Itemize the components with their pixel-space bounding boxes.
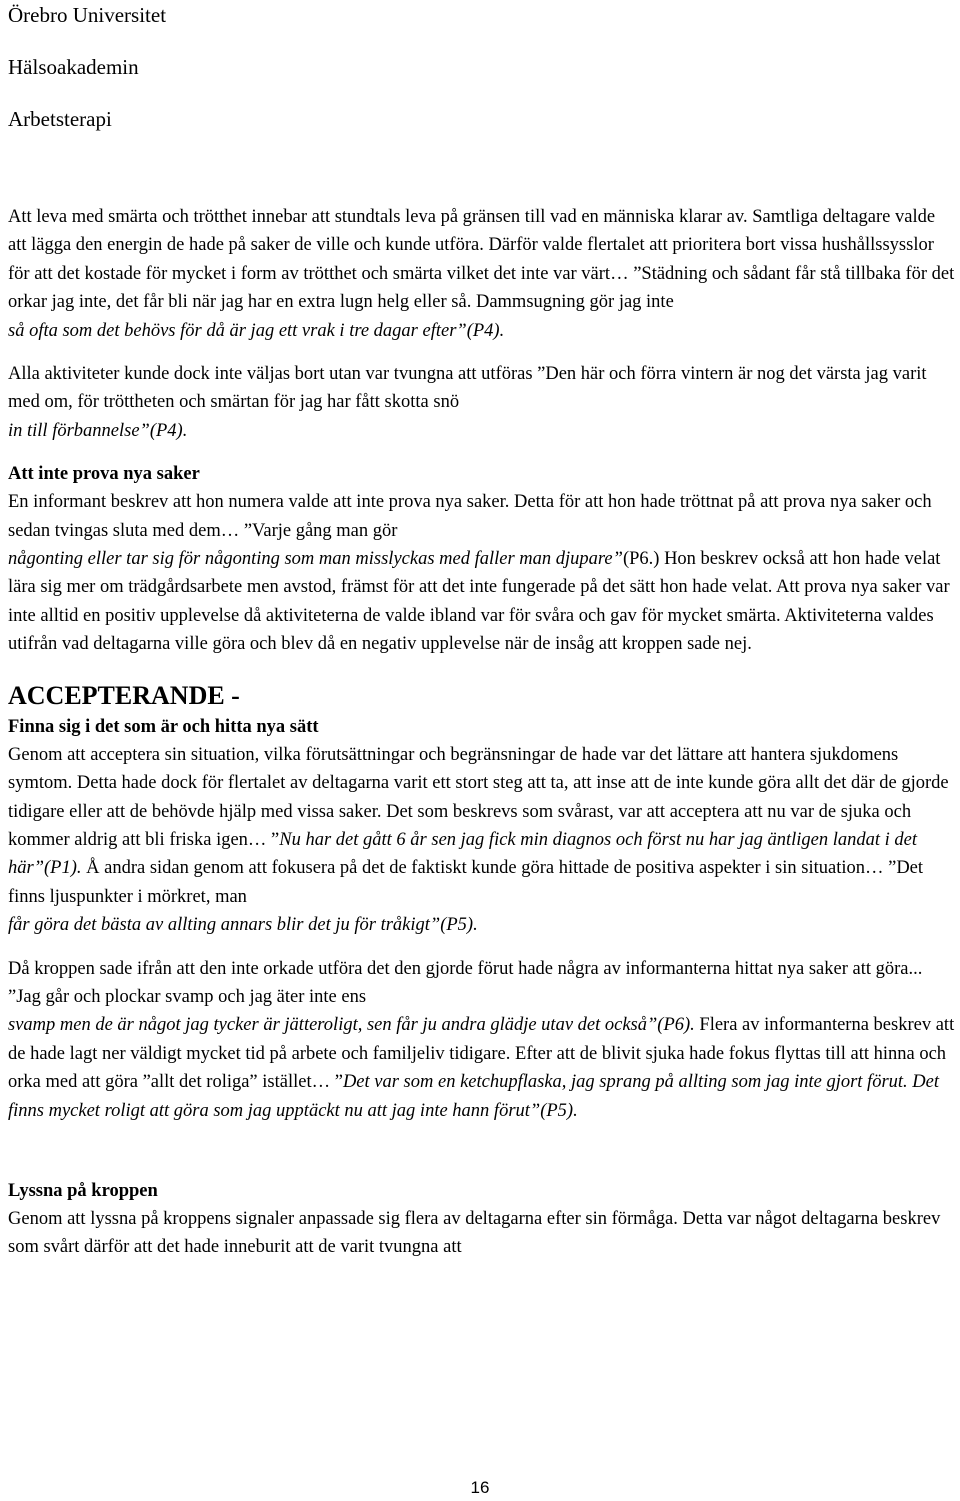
paragraph-text: En informant beskrev att hon numera valde att inte prova nya saker. Detta för att hon hade tröttnat på att prova nya saker och sedan tvingas sluta med dem… ”: [8, 492, 932, 541]
page-number: 16: [470, 1478, 490, 1497]
quote-text: Jag går och plockar svamp och jag äter inte ens: [16, 986, 367, 1007]
quote-italic: så ofta som det behövs för då är jag ett vrak i tre dagar efter”(P4).: [8, 320, 505, 341]
quote-text: Städning och sådant får stå tillbaka för det orkar jag inte, det får bli när jag har en extra lugn helg eller så.: [8, 263, 955, 313]
section-heading-try-new: Att inte prova nya saker: [8, 464, 200, 485]
paragraph-text: Å andra sidan genom att fokusera på det de faktiskt kunde göra hittade de positiva aspekter i sin situation… ”: [86, 858, 897, 879]
university-name: Örebro Universitet: [8, 3, 167, 27]
paragraph-accept: [8, 741, 956, 940]
paragraph-new-things: [8, 955, 956, 1125]
paragraph-text: Hon beskrev också att hon hade velat lära sig mer om trädgårdsarbete men avstod, främst för att det inte fungerade på det sätt hon hade velat. Att prova nya saker var inte alltid en positiv upplevelse då aktiviteterna de valde ibland var för svåra och gav för mycket smärta. Aktiviteterna valdes utifrån vad deltagarna ville göra och blev då en negativ upplevelse när de insåg att kroppen sade nej.: [8, 549, 950, 655]
paragraph-prioritize: [8, 203, 956, 345]
paragraph-text: Då kroppen sade ifrån att den inte orkade utföra det den gjorde förut hade några av informanterna hittat nya saker att göra... ”: [8, 958, 923, 1007]
quote-italic: in till förbannelse”(P4).: [8, 420, 188, 441]
quote-italic: Det var som en ketchupflaska, jag sprang på allting som jag inte gjort förut. Det finns mycket roligt att göra som jag upptäckt nu att jag inte hann förut”(P5).: [8, 1072, 940, 1121]
paragraph-text: Alla aktiviteter kunde dock inte väljas bort utan var tvungna att utföras ”: [8, 364, 546, 385]
section-heading-accept: ACCEPTERANDE -: [8, 680, 240, 710]
quote-italic: svamp men de är något jag tycker är jätteroligt, sen får ju andra glädje utav det också”(P6).: [8, 1015, 695, 1036]
quote-italic: någonting eller tar sig för någonting som man misslyckas med faller man djupare”: [8, 549, 623, 570]
quote-text: Dammsugning gör jag inte: [475, 292, 674, 313]
paragraph-activities: [8, 360, 956, 445]
paragraph-listen: Genom att lyssna på kroppens signaler anpassade sig flera av deltagarna efter sin förmåga. Detta var något deltagarna beskrev som svårt därför att det hade inneburit att de varit tvungna att: [8, 1208, 941, 1258]
quote-italic: får göra det bästa av allting annars blir det ju för tråkigt”(P5).: [8, 915, 478, 936]
quote-italic: Nu har det gått 6 år sen jag fick min diagnos och först nu har jag äntligen landat i det här”(P1).: [8, 829, 917, 879]
quote-ref: (P6.): [622, 549, 660, 570]
subheading-find: Finna sig i det som är och hitta nya sätt: [8, 716, 319, 737]
quote-text: Varje gång man gör: [252, 520, 398, 541]
paragraph-try-new: [8, 488, 956, 658]
academy-name: Hälsoakademin: [8, 55, 139, 79]
program-name: Arbetsterapi: [8, 107, 112, 131]
document-body: [8, 203, 956, 1262]
quote-text: Den här och förra vintern är nog det värsta jag varit med om, för tröttheten och smärtan för jag har fått skotta snö: [8, 364, 927, 413]
paragraph-text: Flera av informanterna beskrev att de hade lagt ner väldigt mycket tid på arbete och familjeliv tidigare. Efter att de blivit sjuka hade fokus flyttas till att hinna och orka med att göra ”allt det roliga” istället… ”: [8, 1015, 955, 1093]
section-heading-listen: Lyssna på kroppen: [8, 1180, 158, 1201]
paragraph-text: Genom att acceptera sin situation, vilka förutsättningar och begränsningar de hade var det lättare att hantera sjukdomens symtom. Detta hade dock för flertalet av deltagarna varit ett stort steg att ta, att inse att de inte kunde göra allt det där de gjorde tidigare eller att de behövde hjälp med vissa saker. Det som beskrevs som svårast, var att acceptera att nu var de sjuka och kommer aldrig att bli friska igen… ”: [8, 744, 949, 850]
paragraph-text: Att leva med smärta och trötthet innebar att stundtals leva på gränsen till vad en människa klarar av. Samtliga deltagare valde att lägga den energin de hade på saker de ville och kunde utföra. Därför valde flertalet att prioritera bort vissa hushållssysslor för att det kostade för mycket i form av trötthet och smärta vilket det inte var värt… ”: [8, 207, 936, 284]
quote-text: Det finns ljuspunkter i mörkret, man: [8, 858, 924, 907]
